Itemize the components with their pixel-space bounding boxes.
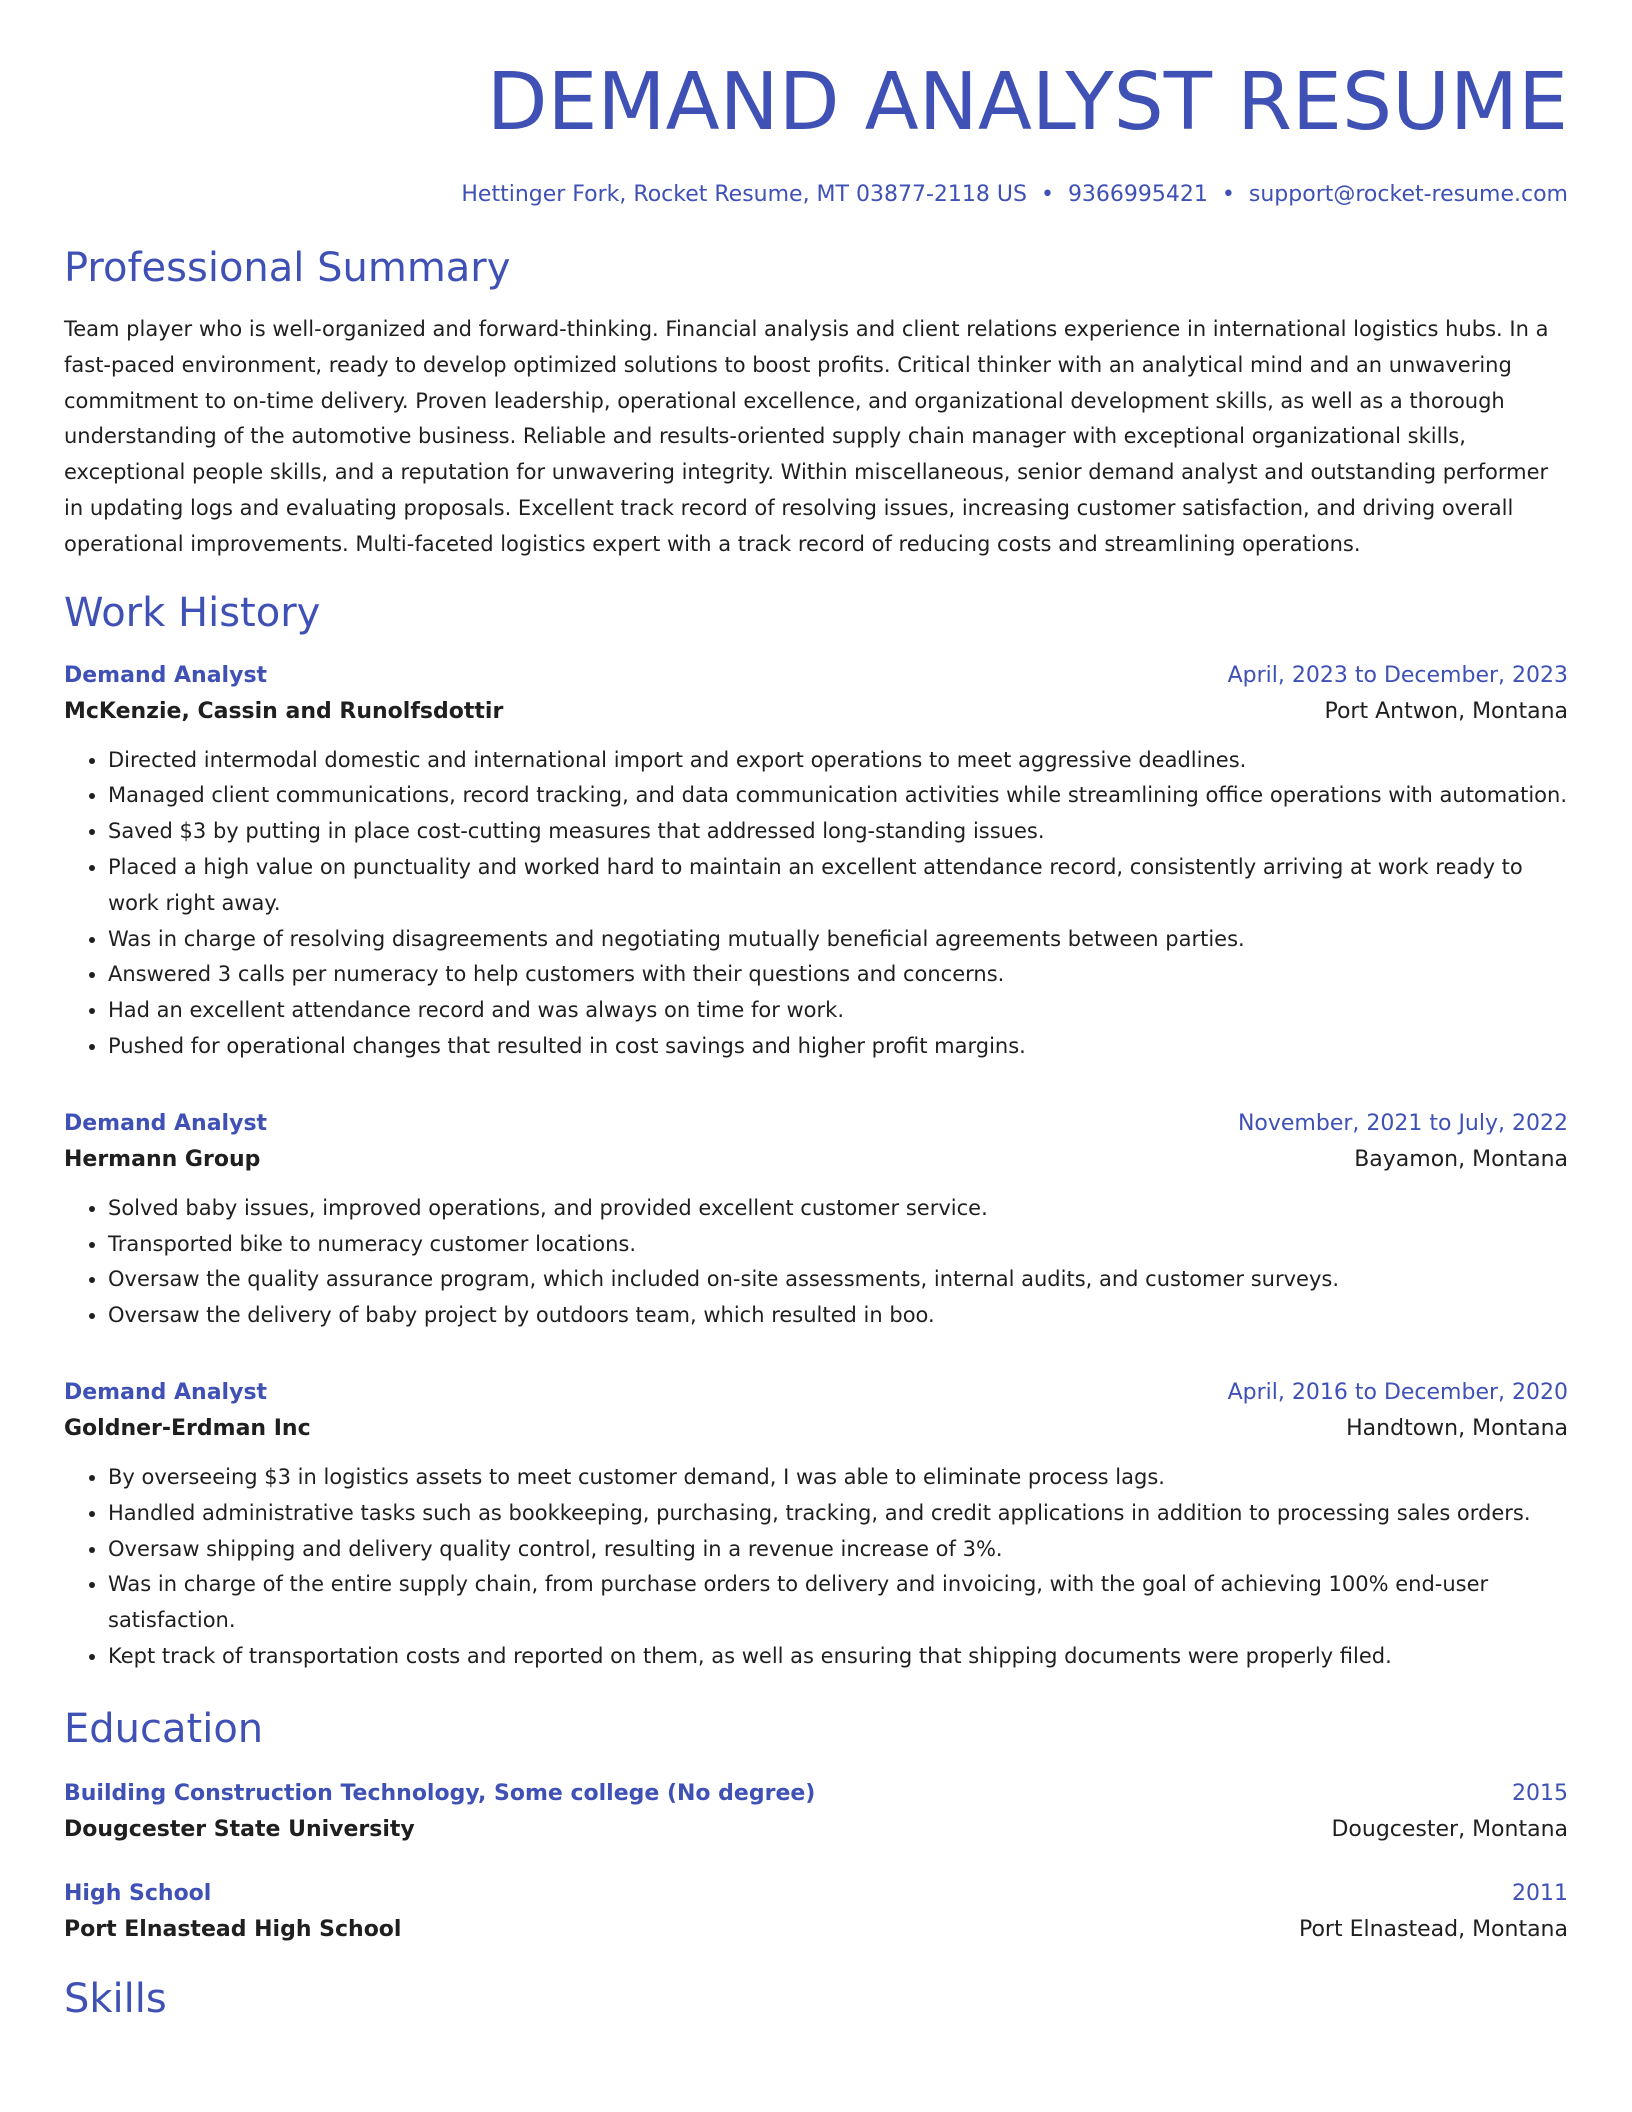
education-location: Port Elnastead, Montana [1298,1916,1568,1942]
resume-title: DEMAND ANALYST RESUME [486,56,1568,148]
job-bullet: • Was in charge of the entire supply chain, from purchase orders to delivery and invoicing, with the goal of achieving 100% end-user satisfaction. [108,1567,1568,1639]
summary-text: Team player who is well-organized and forward-thinking. Financial analysis and client relations experience in international logistics hubs. In a fast-paced environment, ready to develop optimized solutions to boost profits. Critical thinker with an analytical mind and an unwavering commitment to on-time delivery. Proven leadership, operational excellence, and organizational development skills, as well as a thorough understanding of the automotive business. Reliable and results-oriented supply chain manager with exceptional organizational skills, exceptional people skills, and a reputation for unwavering integrity. Within miscellaneous, senior demand analyst and outstanding performer in updating logs and evaluating proposals. Excellent track record of resolving issues, increasing customer satisfaction, and driving overall operational improvements. Multi-faceted logistics expert with a track record of reducing costs and streamlining operations. [64,317,1549,556]
job-entry [64,659,1568,1065]
job-bullet: • Answered 3 calls per numeracy to help customers with their questions and concerns. [108,957,1568,993]
job-company: Goldner-Erdman Inc [64,1415,311,1441]
contact-separator: • [1040,182,1054,207]
contact-line [64,180,1568,210]
job-bullet: • Handled administrative tasks such as bookkeeping, purchasing, tracking, and credit applications in addition to processing sales orders. [108,1496,1568,1532]
education-year: 2011 [1512,1880,1568,1906]
job-bullet: • Had an excellent attendance record and was always on time for work. [108,993,1568,1029]
job-bullet: • Saved $3 by putting in place cost-cutting measures that addressed long-standing issues. [108,814,1568,850]
education-school: Port Elnastead High School [64,1916,402,1942]
summary-heading: Professional Summary [64,245,511,291]
skills-heading: Skills [64,1975,167,2022]
contact-separator: • [1221,182,1235,207]
job-dates: April, 2023 to December, 2023 [1227,662,1568,688]
job-bullet: • Oversaw shipping and delivery quality control, resulting in a revenue increase of 3%. [108,1532,1568,1568]
job-bullet: • Oversaw the quality assurance program, which included on-site assessments, internal audits, and customer surveys. [108,1262,1568,1298]
job-bullets [64,1191,1568,1334]
job-location: Bayamon, Montana [1354,1146,1568,1172]
job-bullet: • Placed a high value on punctuality and worked hard to maintain an excellent attendance record, consistently arriving at work ready to work right away. [108,850,1568,922]
education-degree: High School [64,1880,212,1906]
contact-address: Hettinger Fork, Rocket Resume, MT 03877-2118 US [461,182,1027,207]
job-company: Hermann Group [64,1146,261,1172]
job-bullet: • By overseeing $3 in logistics assets to meet customer demand, I was able to eliminate process lags. [108,1460,1568,1496]
education-heading: Education [64,1705,264,1752]
job-title: Demand Analyst [64,662,268,688]
contact-email: support@rocket-resume.com [1248,182,1568,207]
job-location: Port Antwon, Montana [1324,698,1568,724]
job-dates: April, 2016 to December, 2020 [1227,1379,1568,1405]
education-year: 2015 [1512,1780,1568,1806]
job-bullets [64,1460,1568,1675]
work-history-heading: Work History [64,589,321,636]
job-location: Handtown, Montana [1346,1415,1568,1441]
education-degree: Building Construction Technology, Some college (No degree) [64,1780,816,1806]
job-bullet: • Solved baby issues, improved operations, and provided excellent customer service. [108,1191,1568,1227]
job-title: Demand Analyst [64,1379,268,1405]
job-bullet: • Directed intermodal domestic and international import and export operations to meet aggressive deadlines. [108,743,1568,779]
resume-page [64,0,1568,2025]
job-bullet: • Oversaw the delivery of baby project by outdoors team, which resulted in boo. [108,1298,1568,1334]
job-bullet: • Was in charge of resolving disagreements and negotiating mutually beneficial agreements between parties. [108,922,1568,958]
education-entry [64,1877,1568,1949]
education-school: Dougcester State University [64,1816,415,1842]
job-bullet: • Transported bike to numeracy customer locations. [108,1227,1568,1263]
job-dates: November, 2021 to July, 2022 [1237,1110,1568,1136]
job-entry [64,1107,1568,1334]
job-bullets [64,743,1568,1065]
education-location: Dougcester, Montana [1331,1816,1568,1842]
job-bullet: • Pushed for operational changes that resulted in cost savings and higher profit margins. [108,1029,1568,1065]
job-company: McKenzie, Cassin and Runolfsdottir [64,698,504,724]
job-entry [64,1376,1568,1675]
job-bullet: • Managed client communications, record tracking, and data communication activities while streamlining office operations with automation. [108,778,1568,814]
education-entry [64,1777,1568,1849]
job-title: Demand Analyst [64,1110,268,1136]
contact-phone: 9366995421 [1067,182,1208,207]
job-bullet: • Kept track of transportation costs and reported on them, as well as ensuring that shipping documents were properly filed. [108,1639,1568,1675]
